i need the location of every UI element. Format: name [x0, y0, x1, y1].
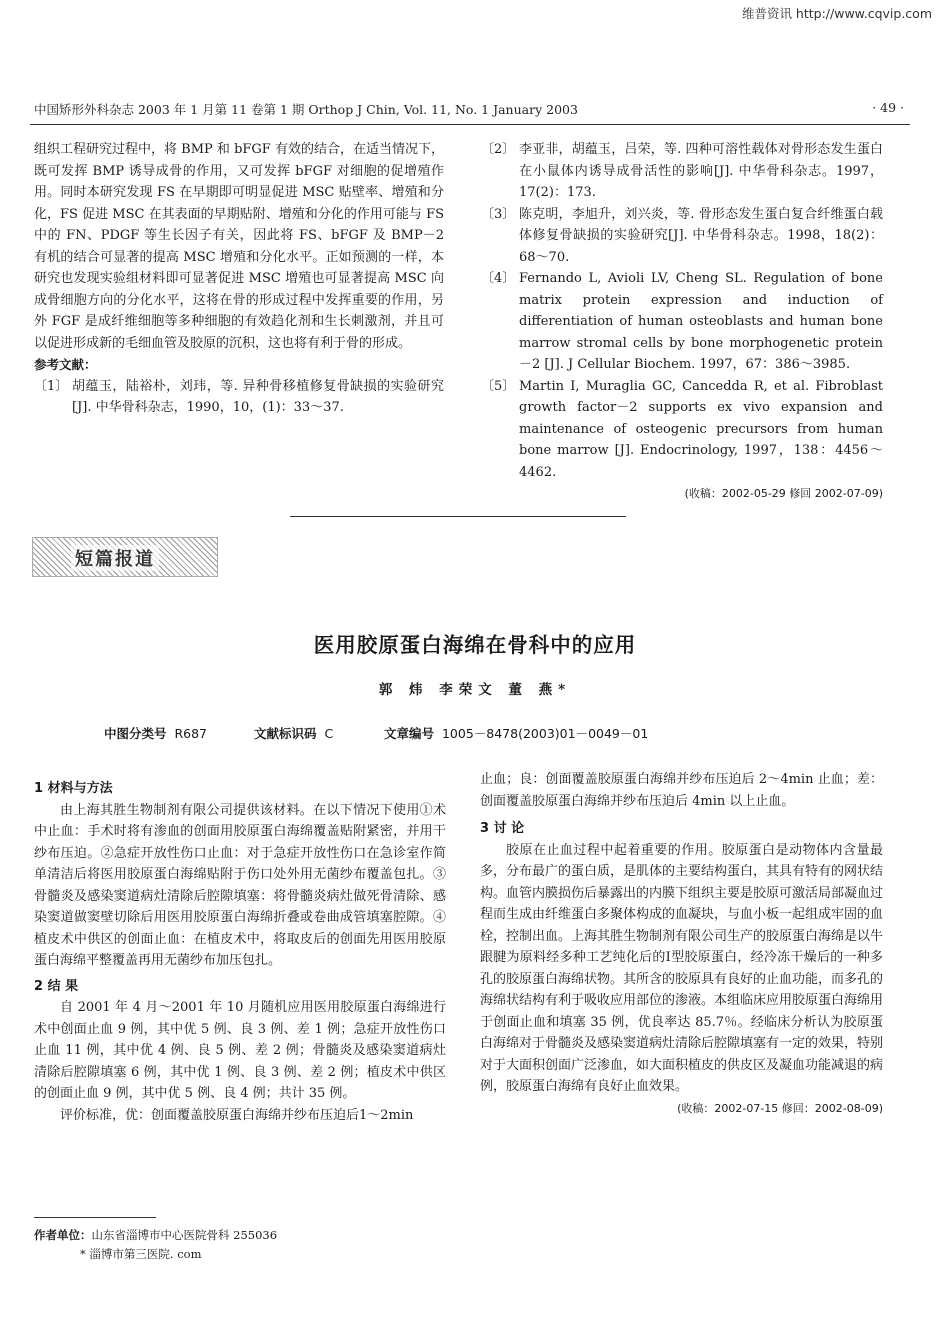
- references-heading: 参考文献：: [34, 357, 97, 372]
- section-heading: 1 材料与方法: [34, 781, 113, 796]
- article-number-value: 1005－8478(2003)01－0049－01: [441, 726, 649, 741]
- article-separator: [290, 516, 626, 517]
- reference-number: 〔4〕: [481, 271, 516, 286]
- methods-paragraph: 由上海其胜生物制剂有限公司提供该材料。在以下情况下使用①术中止血：手术时将有渗血的创面用胶原蛋白海绵覆盖贴附紧密，并用干纱布压迫。②急症开放性伤口止血：对于急症开放性伤口在急诊室作简单清洁后将医用胶原蛋白海绵贴附于伤口处外用无菌纱布覆盖包扎。③骨髓炎及感染窦道病灶清除后腔隙填塞：将骨髓炎病灶做死骨清除、感染窦道做窦壁切除后用医用胶原蛋白海绵折叠或卷曲成管填塞腔隙。④植皮术中供区的创面止血：在植皮术中，将取皮后的创面先用医用胶原蛋白海绵平整覆盖再用无菌纱布加压包扎。: [34, 802, 446, 968]
- article-meta: [104, 724, 864, 742]
- section-heading: 2 结 果: [34, 978, 79, 994]
- author-star-note: * 淄博市第三医院. com: [80, 1247, 202, 1261]
- reference-item: [481, 204, 883, 269]
- previous-article-conclusion: [34, 139, 444, 419]
- reference-number: 〔3〕: [481, 206, 516, 222]
- author-footnote: [34, 1226, 454, 1264]
- journal-citation: 中国矫形外科杂志 2003 年 1 月第 11 卷第 1 期 Orthop J Chin, Vol. 11, No. 1 January 2003: [34, 102, 578, 117]
- author-unit-value: 山东省淄博市中心医院骨科 255036: [91, 1228, 278, 1242]
- reference-item: [481, 268, 883, 376]
- received-date: (收稿：2002-07-15 修回：2002-08-09): [677, 1101, 883, 1115]
- article-authors: 郭 炜 李荣文 董 燕*: [378, 682, 572, 698]
- section-heading: 3 讨 论: [480, 821, 525, 836]
- results-paragraph: 自 2001 年 4 月～2001 年 10 月随机应用医用胶原蛋白海绵进行术中创面止血 9 例，其中优 5 例、良 3 例、差 1 例；急症开放性伤口止血 11 例，其中优 4 例、良 5 例、差 2 例；骨髓炎及感染窦道病灶清除后腔隙填塞 6 例，其中优 1 例、良 3 例、差 2 例；植皮术中供区的创面止血 9 例，其中优 5 例、良 4 例；共计 35 例。: [34, 1000, 446, 1101]
- article-number-label: 文章编号: [384, 726, 435, 741]
- conclusion-paragraph: 组织工程研究过程中，将 BMP 和 bFGF 有效的结合，在适当情况下，既可发挥 BMP 诱导成骨的作用，又可发挥 bFGF 对细胞的促增殖作用。同时本研究发现 FS 在早期即可明显促进 MSC 贴壁率、增殖和分化，FS 促进 MSC 在其表面的早期贴附、增殖和分化的作用可能与 FS 中的 FN、PDGF 等生长因子有关，因此将 FS、bFGF 及 BMP－2 有机的结合可显著的提高 MSC 增殖和分化水平。正如预测的一样，本研究也发现实验组材料即可显著促进 MSC 增殖也可显著提高 MSC 向成骨细胞方向的分化水平，这将在骨的形成过程中发挥重要的作用，另外 FGF 是成纤维细胞等多种细胞的有效趋化剂和生长刺激剂，并且可以促进形成新的毛细血管及胶原的沉积，这也将有利于骨的形成。: [34, 142, 444, 351]
- discussion-paragraph: 胶原在止血过程中起着重要的作用。胶原蛋白是动物体内含量最多，分布最广的蛋白质，是肌体的主要结构蛋白，其具有特有的网状结构。血管内膜损伤后暴露出的内膜下组织主要是胶原可激活局部凝血过程而生成由纤维蛋白多聚体构成的血凝块，与血小板一起组成牢固的血栓，控制出血。上海其胜生物制剂有限公司生产的胶原蛋白海绵是以牛跟腱为原料经多种工艺纯化后的Ⅰ型胶原蛋白，经冷冻干燥后的一种多孔的胶原蛋白海绵状物。其所含的胶原具有良好的止血功能，而多孔的海绵状结构有利于吸收应用部位的渗液。本组临床应用胶原蛋白海绵用于创面止血和填塞 35 例，优良率达 85.7％。经临床分析认为胶原蛋白海绵对于骨髓炎及感染窦道病灶清除后腔隙填塞有一定的效果，特别对于大面积创面广泛渗血，如大面积植皮的供皮区及凝血功能减退的病例，胶原蛋白海绵有良好止血效果。: [480, 842, 884, 1094]
- doc-code-field: [254, 724, 333, 742]
- previous-article-references: [481, 139, 883, 505]
- reference-text: 陈克明，李旭升，刘兴炎，等. 骨形态发生蛋白复合纤维蛋白载体修复骨缺损的实验研究[J]. 中华骨科杂志。1998，18(2)：68～70.: [519, 206, 883, 265]
- reference-number: 〔2〕: [481, 142, 516, 157]
- clc-value: R687: [174, 726, 208, 741]
- author-unit-label: 作者单位：: [34, 1228, 92, 1242]
- article-right-column: [480, 769, 883, 1119]
- reference-number: 〔5〕: [481, 378, 516, 394]
- doc-code-value: C: [324, 726, 334, 741]
- reference-text: 李亚非，胡蕴玉，吕荣，等. 四种可溶性载体对骨形态发生蛋白在小鼠体内诱导成骨活性的影响[J]. 中华骨科杂志。1997，17(2)：173.: [519, 142, 883, 200]
- received-date: (收稿：2002-05-29 修回 2002-07-09): [684, 487, 883, 500]
- doc-code-label: 文献标识码: [254, 726, 317, 741]
- reference-number: 〔1〕: [34, 378, 69, 394]
- reference-text: 胡蕴玉，陆裕朴，刘玮，等. 异种骨移植修复骨缺损的实验研究[J]. 中华骨科杂志，1990，10，(1)：33～37.: [72, 378, 444, 415]
- reference-item: [34, 376, 444, 419]
- article-number-field: [384, 724, 648, 742]
- reference-item: [481, 376, 883, 484]
- article-title: 医用胶原蛋白海绵在骨科中的应用: [313, 633, 637, 657]
- clc-field: [104, 726, 207, 741]
- author-unit: [34, 1226, 454, 1245]
- evaluation-criteria: 评价标准，优：创面覆盖胶原蛋白海绵并纱布压迫后1～2min: [60, 1107, 414, 1123]
- clc-label: 中图分类号: [104, 726, 167, 741]
- evaluation-criteria-continued: 止血；良：创面覆盖胶原蛋白海绵并纱布压迫后 2～4min 止血；差：创面覆盖胶原蛋白海绵并纱布压迫后 4min 以上止血。: [480, 772, 883, 809]
- page-number: · 49 ·: [872, 100, 904, 115]
- header-rule: [30, 124, 910, 125]
- running-head: [34, 100, 904, 118]
- article-left-column: [34, 778, 446, 1126]
- footnote-rule: [34, 1217, 156, 1218]
- reference-text: Martin I, Muraglia GC, Cancedda R, et al. Fibroblast growth factor－2 supports ex vivo expansion and maintenance of osteogenic precursors from human bone marrow [J]. Endocrinology, 1997，138：4456～4462.: [519, 378, 883, 480]
- section-badge: [32, 537, 218, 577]
- reference-item: [481, 139, 883, 204]
- section-badge-label: 短篇报道: [71, 545, 159, 571]
- watermark-text: 维普资讯 http://www.cqvip.com: [741, 6, 932, 21]
- reference-text: Fernando L, Avioli LV, Cheng SL. Regulation of bone matrix protein expression and induction of differentiation of human osteoblasts and human bone marrow stromal cells by bone morphogenetic protein－2 [J]. J Cellular Biochem. 1997，67：386～3985.: [519, 271, 883, 372]
